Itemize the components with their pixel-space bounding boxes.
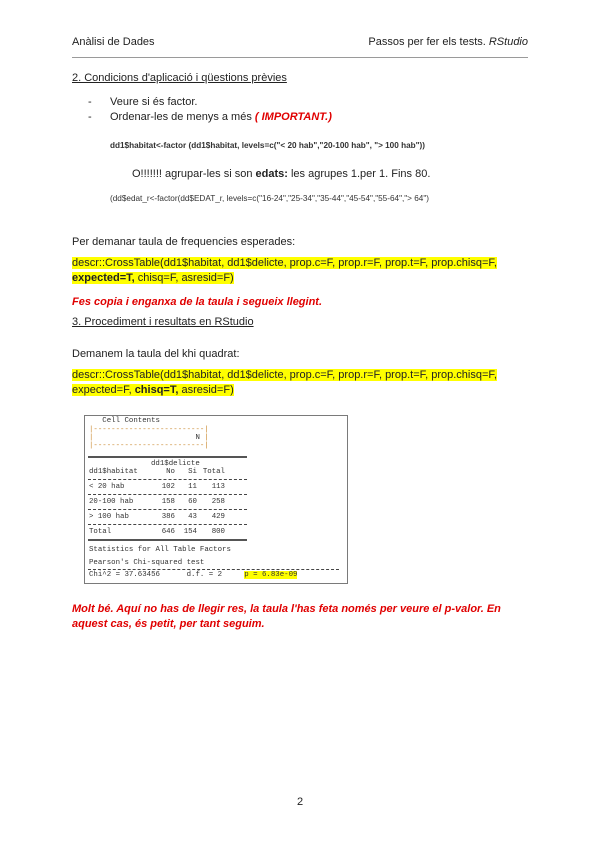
important-emphasis: ( IMPORTANT.) — [254, 111, 332, 123]
expected-cmd-rest: chisq=F, asresid=F) — [134, 272, 234, 284]
row-si: 60 — [188, 498, 197, 506]
header-si: Si — [188, 468, 197, 476]
table-header-row — [89, 468, 225, 476]
chisq-cmd-line2 — [72, 384, 234, 396]
header-var: dd1$habitat — [89, 468, 138, 476]
chi-result — [89, 571, 297, 579]
bullet-dash: - — [88, 96, 92, 108]
table-rule — [88, 524, 247, 525]
row-no: 646 — [161, 528, 175, 536]
final-note: Molt bé. Aquí no has de llegir res, la taula l'has feta només per veure el p-valor. En aquest cas, és petit, per tant seguim. — [72, 603, 501, 630]
age-note-suffix: les agrupes 1.per 1. Fins 80. — [287, 168, 431, 180]
header-left-title: Anàlisi de Dades — [72, 36, 155, 48]
header-total: Total — [202, 468, 225, 476]
var-col-label: dd1$delicte — [151, 460, 200, 468]
table-rule — [88, 494, 247, 495]
table-row — [89, 528, 225, 536]
header-right-text: Passos per fer els tests. — [368, 36, 489, 48]
row-label: 20-100 hab — [89, 498, 134, 506]
age-note-bold: edats: — [255, 168, 288, 180]
test-name: Pearson's Chi-squared test — [89, 559, 205, 567]
row-label: > 100 hab — [89, 513, 129, 521]
table-rule — [88, 479, 247, 480]
bullet-order — [88, 111, 332, 123]
header-rule — [72, 57, 528, 58]
bullet-factor-text: Veure si és factor. — [110, 96, 198, 108]
row-total: 258 — [211, 498, 225, 506]
row-total: 113 — [211, 483, 225, 491]
chi-stat: Chi^2 = 37.63456 d.f. = 2 — [89, 571, 223, 579]
row-total: 800 — [211, 528, 225, 536]
bullet-dash: - — [88, 111, 92, 123]
table-row — [89, 513, 225, 521]
row-no: 158 — [161, 498, 175, 506]
expected-cmd-line2 — [72, 272, 234, 284]
table-row — [89, 483, 225, 491]
page-number: 2 — [296, 796, 304, 808]
stats-rule — [88, 569, 339, 570]
row-si: 154 — [183, 528, 197, 536]
table-row — [89, 498, 225, 506]
bullet-order-text: Ordenar-les de menys a més — [110, 111, 255, 123]
section3-title: 3. Procediment i resultats en RStudio — [72, 316, 254, 328]
row-total: 429 — [211, 513, 225, 521]
row-label: Total — [89, 528, 112, 536]
age-grouping-note — [132, 168, 430, 180]
row-no: 386 — [161, 513, 175, 521]
expected-command — [72, 256, 528, 286]
table-bottom-rule — [88, 539, 247, 541]
chisq-cmd-bold: chisq=T, — [134, 384, 179, 396]
row-no: 102 — [161, 483, 175, 491]
expected-intro: Per demanar taula de frequencies esperades: — [72, 236, 296, 248]
code-edat-factor: (dd$edat_r<-factor(dd$EDAT_r, levels=c("16-24","25-34","35-44","45-54","55-64","> 64") — [110, 194, 429, 203]
header-no: No — [166, 468, 175, 476]
code-habitat-factor: dd1$habitat<-factor (dd1$habitat, levels=c("< 20 hab","20-100 hab", "> 100 hab")) — [110, 141, 425, 150]
cell-box-bottom: |-------------------------| — [89, 442, 209, 450]
cell-box-top: |-------------------------| — [89, 426, 209, 434]
table-top-rule — [88, 456, 247, 458]
chisq-cmd-pre: expected=F, — [72, 384, 135, 396]
cell-box-mid: | N | — [89, 434, 209, 442]
header-right-title — [368, 36, 528, 48]
p-value: p = 6.83e-09 — [244, 571, 298, 579]
chisq-command — [72, 368, 528, 398]
section2-title: 2. Condicions d'aplicació i qüestions prèvies — [72, 72, 287, 84]
chi-intro: Demanem la taula del khi quadrat: — [72, 348, 240, 360]
chisq-cmd-line1: descr::CrossTable(dd1$habitat, dd1$delicte, prop.c=F, prop.r=F, prop.t=F, prop.chisq=F, — [72, 369, 497, 381]
bullet-factor — [88, 96, 198, 108]
chisq-cmd-post: asresid=F) — [178, 384, 234, 396]
table-rule — [88, 509, 247, 510]
cell-box-label: N — [195, 434, 200, 442]
header-right-italic: RStudio — [488, 36, 528, 48]
age-note-prefix: O!!!!!!! agrupar-les si son — [132, 168, 256, 180]
stats-title: Statistics for All Table Factors — [89, 546, 231, 554]
row-label: < 20 hab — [89, 483, 125, 491]
row-si: 43 — [188, 513, 197, 521]
cell-contents-label: Cell Contents — [89, 417, 160, 425]
expected-cmd-bold: expected=T, — [72, 272, 135, 284]
expected-cmd-line1: descr::CrossTable(dd1$habitat, dd1$delicte, prop.c=F, prop.r=F, prop.t=F, prop.chisq=F, — [72, 257, 497, 269]
copy-paste-note: Fes copia i enganxa de la taula i segueix llegint. — [72, 296, 323, 308]
crosstable-output — [84, 415, 348, 584]
row-si: 11 — [188, 483, 197, 491]
